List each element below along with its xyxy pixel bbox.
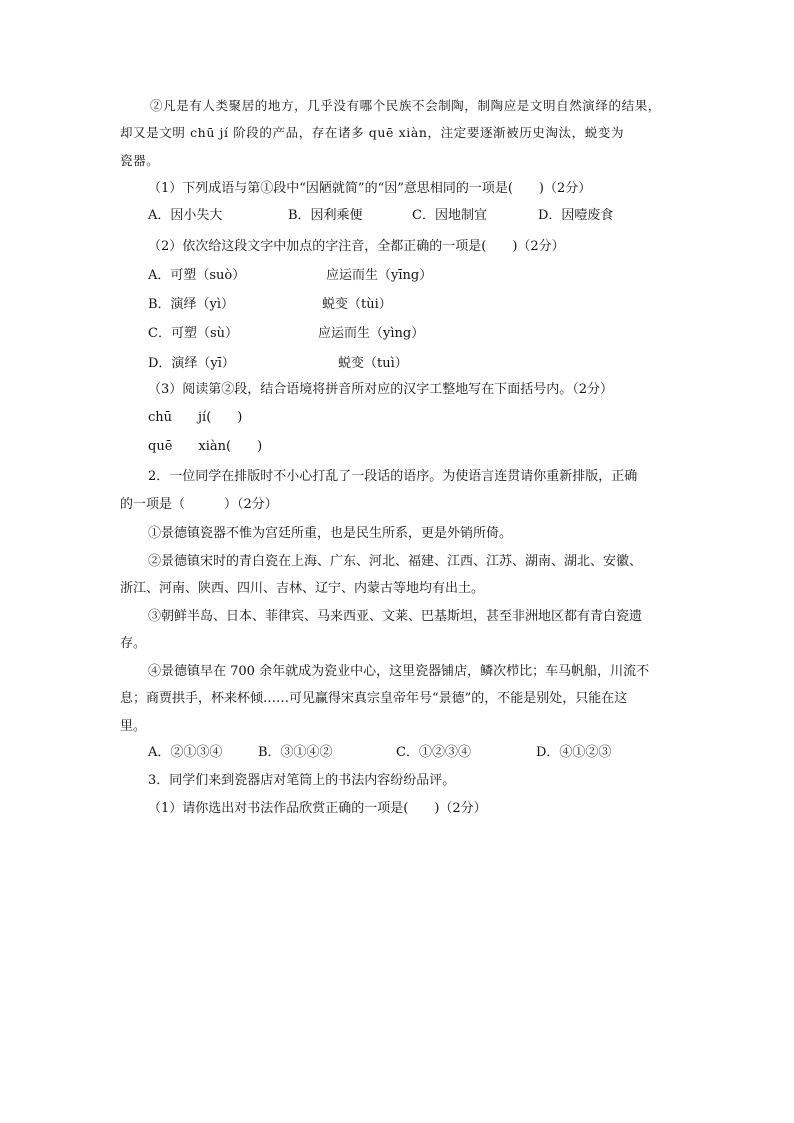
q2-sentence-3b: 存。	[120, 636, 147, 651]
q1-3-stem: （3）阅读第②段，结合语境将拼音所对应的汉字工整地写在下面括号内。（2分）	[148, 382, 614, 397]
q1-1-option-a: A．因小失大	[148, 208, 223, 223]
q2-sentence-2a: ②景德镇宋时的青白瓷在上海、广东、河北、福建、江西、江苏、湖南、湖北、安徽、	[148, 554, 643, 569]
q2-option-a: A．②①③④	[148, 745, 223, 760]
q2-stem-line1: 2．一位同学在排版时不小心打乱了一段话的语序。为使语言连贯请你重新排版，正确	[148, 469, 638, 484]
q2-option-d: D．④①②③	[536, 745, 612, 760]
q1-1-stem: （1）下列成语与第①段中“因陋就简”的“因”意思相同的一项是( )（2分）	[148, 181, 592, 196]
q2-sentence-2b: 浙江、河南、陕西、四川、吉林、辽宁、内蒙古等地均有出土。	[120, 581, 485, 596]
q1-2-option-c1: C．可塑（sù）	[148, 326, 238, 341]
q1-2-option-a1: A．可塑（suò）	[148, 268, 246, 283]
q1-2-option-b2: 蜕变（tùi）	[322, 297, 392, 312]
q1-2-option-d2: 蜕变（tuì）	[338, 356, 408, 371]
q2-sentence-3a: ③朝鲜半岛、日本、菲律宾、马来西亚、文莱、巴基斯坦，甚至非洲地区都有青白瓷遗	[148, 609, 643, 624]
q1-3-pinyin-1: chū jí( )	[148, 410, 243, 425]
q2-sentence-4a: ④景德镇早在 700 余年就成为瓷业中心，这里瓷器铺店，鳞次栉比；车马帆船，川流不	[148, 664, 650, 679]
q2-option-b: B．③①④②	[258, 745, 333, 760]
q1-2-option-d1: D．演绎（yī）	[148, 356, 235, 371]
q1-1-option-c: C．因地制宜	[412, 208, 487, 223]
q2-sentence-4b: 息；商贾拱手，杯来杯倾……可见赢得宋真宗皇帝年号“景德”的，不能是别处，只能在这	[120, 691, 628, 706]
q1-2-option-b1: B．演绎（yì）	[148, 297, 235, 312]
q1-2-stem: （2）依次给这段文字中加点的字注音，全都正确的一项是( )（2分）	[148, 239, 565, 254]
para2-line3: 瓷器。	[120, 153, 160, 168]
q2-option-c: C．①②③④	[396, 745, 471, 760]
q1-2-option-a2: 应运而生（yīng）	[326, 268, 433, 283]
q1-2-option-c2: 应运而生（yìng）	[318, 326, 425, 341]
q2-sentence-4c: 里。	[120, 719, 147, 734]
q3-sub1-stem: （1）请你选出对书法作品欣赏正确的一项是( )（2分）	[148, 801, 487, 816]
q2-sentence-1: ①景德镇瓷器不惟为宫廷所重，也是民生所系，更是外销所倚。	[148, 526, 513, 541]
para2-line2: 却又是文明 chū jí 阶段的产品，存在诸多 quē xiàn，注定要逐渐被历史淘汰，蜕变为	[120, 125, 625, 140]
para2-line1: ②凡是有人类聚居的地方，几乎没有哪个民族不会制陶，制陶应是文明自然演绎的结果，	[150, 98, 661, 113]
q1-1-option-d: D．因噎废食	[538, 208, 614, 223]
q1-1-option-b: B．因利乘便	[288, 208, 363, 223]
q3-stem: 3．同学们来到瓷器店对笔筒上的书法内容纷纷品评。	[148, 773, 456, 788]
q2-stem-line2: 的一项是（ ）（2分）	[120, 497, 278, 512]
q1-3-pinyin-2: quē xiàn( )	[148, 439, 263, 454]
